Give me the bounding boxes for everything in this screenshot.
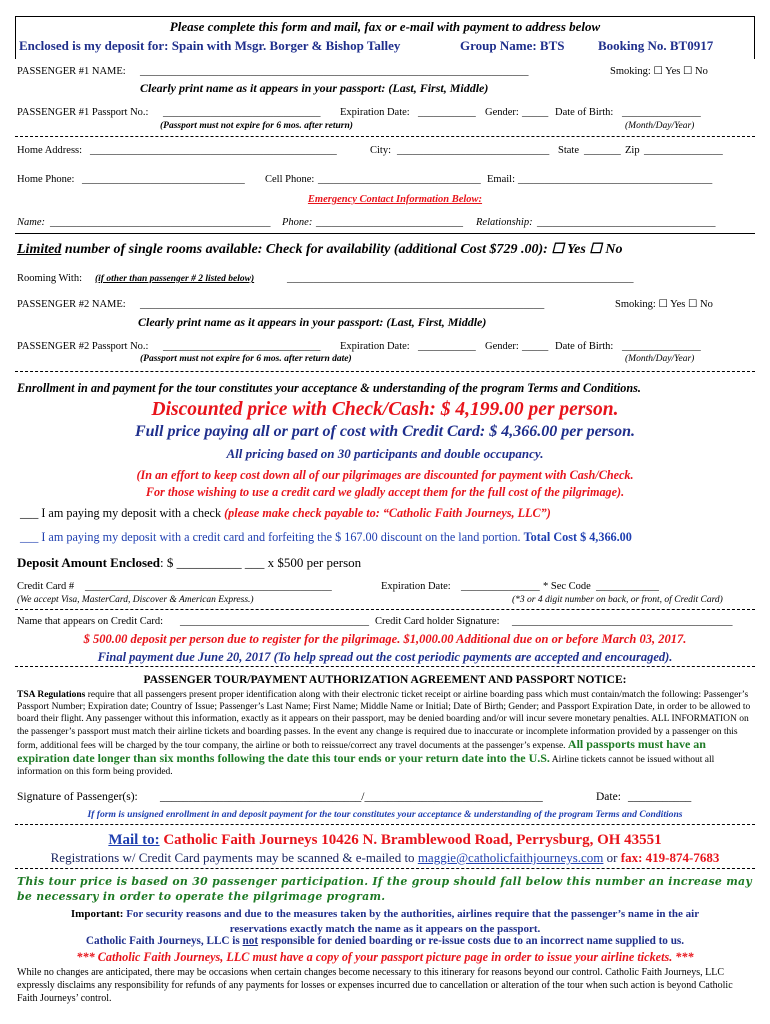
divider — [15, 824, 755, 825]
passenger2-name-label: PASSENGER #2 NAME: — [17, 299, 126, 310]
passenger1-passport-label: PASSENGER #1 Passport No.: — [17, 107, 149, 118]
passenger2-expiration-field[interactable]: ___________ — [418, 341, 476, 352]
passenger1-print-note: Clearly print name as it appears in your passport: (Last, First, Middle) — [140, 81, 489, 95]
accepted-cards-note: (We accept Visa, MasterCard, Discover & American Express.) — [17, 595, 254, 605]
home-phone-label: Home Phone: — [17, 174, 75, 185]
passenger2-dob-label: Date of Birth: — [555, 341, 614, 352]
security-note — [60, 907, 710, 936]
check-payable-note: (please make check payable to: “Catholic Faith Journeys, LLC”) — [224, 506, 551, 520]
email-field[interactable]: _____________________________________ — [518, 174, 713, 185]
signature-date-label: Date: — [596, 791, 621, 803]
name-on-card-field[interactable]: ____________________________________ — [180, 616, 369, 627]
zip-field[interactable]: _______________ — [644, 145, 723, 156]
sec-code-note: (*3 or 4 digit number on back, or front, of Credit Card) — [512, 595, 723, 605]
home-address-field[interactable]: _______________________________________________ — [90, 145, 337, 156]
deposit-amount-label: Deposit Amount Enclosed — [17, 555, 161, 570]
booking-number: Booking No. BT0917 — [598, 38, 714, 53]
credit-card-option-text: ___ I am paying my deposit with a credit card and forfeiting the $ 167.00 discount on the land portion. — [20, 530, 524, 544]
responsibility-not: not — [242, 935, 259, 947]
passenger2-passport-note: (Passport must not expire for 6 mos. after return date) — [140, 354, 352, 364]
credit-card-option[interactable] — [20, 531, 632, 543]
tsa-paragraph — [17, 689, 755, 778]
mail-to-line — [15, 833, 755, 848]
cell-phone-label: Cell Phone: — [265, 174, 315, 185]
security-text: For security reasons and due to the measures taken by the authorities, airlines require that the passenger’s name in the air reservations exactly match the name as it appears on the passport. — [123, 908, 700, 935]
passport-expiration-warning: All passports must have an expiration date longer than six months following the date this tour ends or your return date into the U.S. — [17, 736, 706, 766]
passenger2-print-note: Clearly print name as it appears in your passport: (Last, First, Middle) — [138, 315, 487, 329]
group-name: Group Name: BTS — [460, 38, 565, 53]
passenger1-smoking-checkbox[interactable]: Smoking: ☐ Yes ☐ No — [610, 66, 708, 77]
passenger1-dob-format: (Month/Day/Year) — [625, 121, 695, 131]
agreement-title: PASSENGER TOUR/PAYMENT AUTHORIZATION AGREEMENT AND PASSPORT NOTICE: — [143, 674, 627, 686]
passenger1-expiration-label: Expiration Date: — [340, 107, 410, 118]
fax-number: fax: 419-874-7683 — [620, 850, 720, 865]
divider — [15, 868, 755, 869]
total-cost: Total Cost $ 4,366.00 — [523, 530, 632, 544]
tsa-text: require that all passengers present proper identification along with their electronic ticket receipt or airline boarding pass which must contain/match the following: Passenger’s Passport Number; Expiration date; Country of Issue; Passenger’s Last Name; First Name; Middle Name or Initial; Date of Birth; Gender; and Passport Expiration Date, in order to be allowed to board their flight. Any passenger without this information, exactly as it appears on their passport, may be denied boarding and/or will incur severe monetary penalties. ALL INFORMATION on the passenger’s passport must match their airline tickets and boarding passes. In the event any change is required due to inaccurate or incomplete information provided by a passenger on this form, additional fees will be charged by the tour company, the airline or both to reissue/correct any travel documents at the passenger’s expense. — [17, 690, 751, 751]
emergency-title: Emergency Contact Information Below: — [307, 194, 483, 205]
cell-phone-field[interactable]: _______________________________ — [318, 174, 481, 185]
important-label: Important: — [70, 908, 124, 920]
deposit-amount-field[interactable]: : $ __________ ___ x $500 per person — [160, 555, 362, 570]
form-instruction: Please complete this form and mail, fax or e-mail with payment to address below — [169, 19, 601, 34]
email-label: Email: — [487, 174, 515, 185]
responsibility-pre: Catholic Faith Journeys, LLC is — [85, 935, 243, 947]
passenger2-expiration-label: Expiration Date: — [340, 341, 410, 352]
passenger1-passport-note: (Passport must not expire for 6 mos. after return) — [160, 121, 353, 131]
divider — [15, 371, 755, 372]
itinerary-disclaimer: While no changes are anticipated, there may be occasions when certain changes become necessary to this itinerary for reasons beyond our control. Catholic Faith Journeys, LLC expressly disclaims any responsibility for refunds of any payments for losses or expenses incurred due to cancellation or alteration of the tour when such action is beyond Catholic Faith Journeys’ control. — [17, 967, 733, 1004]
passenger2-gender-field[interactable]: _____ — [522, 341, 549, 352]
name-on-card-label: Name that appears on Credit Card: — [17, 616, 164, 627]
email-link[interactable]: maggie@catholicfaithjourneys.com — [417, 850, 604, 865]
passenger1-dob-label: Date of Birth: — [555, 107, 614, 118]
divider — [15, 666, 755, 667]
enrollment-terms: Enrollment in and payment for the tour constitutes your acceptance & understanding of the program Terms and Conditions. — [17, 381, 641, 395]
single-rooms-text[interactable]: number of single rooms available: Check for availability (additional Cost $729 .00): ☐ Yes ☐ No — [61, 242, 623, 257]
emergency-name-label: Name: — [17, 217, 45, 228]
passenger1-expiration-field[interactable]: ___________ — [418, 107, 476, 118]
credit-card-note: For those wishing to use a credit card we gladly accept them for the full cost of the pilgrimage). — [145, 485, 625, 499]
rooming-with-field[interactable]: __________________________________________________________________ — [287, 273, 634, 284]
card-expiration-field[interactable]: _______________ — [461, 581, 540, 592]
emergency-phone-label: Phone: — [282, 217, 313, 228]
passenger1-gender-field[interactable]: _____ — [522, 107, 549, 118]
discounted-price: Discounted price with Check/Cash: $ 4,199.00 per person. — [151, 399, 619, 420]
credit-card-number-field[interactable]: _______________________________________________ — [85, 581, 332, 592]
card-holder-signature-field[interactable]: __________________________________________ — [512, 616, 733, 627]
zip-label: Zip — [625, 145, 640, 156]
state-label: State — [558, 145, 579, 156]
passport-copy-notice: *** Catholic Faith Journeys, LLC must have a copy of your passport picture page in order to issue your airline tickets. *** — [76, 950, 694, 964]
divider — [15, 136, 755, 137]
unsigned-form-note: If form is unsigned enrollment in and deposit payment for the tour constitutes your acceptance & understanding of the program Terms and Conditions — [87, 809, 683, 820]
passenger1-passport-field[interactable]: ______________________________ — [163, 107, 321, 118]
home-address-label: Home Address: — [17, 145, 83, 156]
credit-card-number-label: Credit Card # — [17, 581, 75, 592]
passenger1-dob-field[interactable]: _______________ — [622, 107, 701, 118]
passenger2-smoking-checkbox[interactable]: Smoking: ☐ Yes ☐ No — [615, 299, 713, 310]
mail-address: Catholic Faith Journeys 10426 N. Bramblewood Road, Perrysburg, OH 43551 — [159, 832, 662, 848]
emergency-relationship-label: Relationship: — [476, 217, 533, 228]
or-text: or — [603, 850, 621, 865]
final-payment-note: Final payment due June 20, 2017 (To help spread out the cost periodic payments are accepted and encouraged). — [97, 650, 673, 664]
airline-tickets-note: Airline tickets cannot be issued without all information on this form being provided. — [17, 755, 715, 778]
passenger1-name-field[interactable]: __________________________________________________________________________ — [140, 66, 529, 77]
limited-word: Limited — [17, 242, 62, 257]
rooming-with-label: Rooming With: — [17, 273, 83, 284]
passenger2-dob-format: (Month/Day/Year) — [625, 354, 695, 364]
deposit-destination: Enclosed is my deposit for: Spain with Msgr. Borger & Bishop Talley — [19, 38, 401, 53]
home-phone-field[interactable]: _______________________________ — [82, 174, 245, 185]
emergency-name-field[interactable]: __________________________________________ — [50, 217, 271, 228]
divider — [15, 233, 755, 234]
passenger-signature-label: Signature of Passenger(s): — [17, 791, 138, 803]
check-option[interactable] — [20, 507, 551, 519]
passenger1-name-label: PASSENGER #1 NAME: — [17, 66, 126, 77]
tsa-label: TSA Regulations — [17, 690, 86, 700]
city-label: City: — [370, 145, 392, 156]
responsibility-post: responsible for denied boarding or re-issue costs due to an incorrect name supplied to us. — [258, 935, 685, 947]
card-holder-signature-label: Credit Card holder Signature: — [375, 616, 500, 627]
passenger2-dob-field[interactable]: _______________ — [622, 341, 701, 352]
registration-text: Registrations w/ Credit Card payments may be scanned & e-mailed to — [50, 850, 418, 865]
passenger1-gender-label: Gender: — [485, 107, 519, 118]
rooming-with-note: (if other than passenger # 2 listed below) — [95, 274, 255, 284]
check-option-text: ___ I am paying my deposit with a check — [20, 506, 225, 520]
single-rooms-line — [17, 243, 622, 257]
divider — [15, 609, 755, 610]
passenger2-name-field[interactable]: _____________________________________________________________________________ — [140, 299, 545, 310]
passenger-signature-field[interactable]: ___________________________________/_______________________________ — [160, 791, 543, 803]
signature-date-field[interactable]: ___________ — [628, 791, 692, 803]
sec-code-label: * Sec Code — [543, 581, 591, 592]
city-field[interactable]: _____________________________ — [397, 145, 550, 156]
pricing-basis: All pricing based on 30 participants and double occupancy. — [226, 446, 544, 461]
full-price: Full price paying all or part of cost with Credit Card: $ 4,366.00 per person. — [134, 423, 636, 440]
emergency-relationship-field[interactable]: __________________________________ — [537, 217, 716, 228]
mail-to-label: Mail to: — [108, 832, 160, 848]
sec-code-field[interactable]: ____________ — [596, 581, 659, 592]
state-field[interactable]: _______ — [584, 145, 621, 156]
emergency-phone-field[interactable]: ____________________________ — [316, 217, 463, 228]
discount-effort-note: (In an effort to keep cost down all of our pilgrimages are discounted for payment with Cash/Check. — [136, 468, 634, 482]
registration-line — [15, 851, 755, 864]
passenger2-gender-label: Gender: — [485, 341, 519, 352]
card-expiration-label: Expiration Date: — [381, 581, 451, 592]
deposit-amount-line[interactable] — [17, 556, 361, 569]
passenger2-passport-label: PASSENGER #2 Passport No.: — [17, 341, 149, 352]
tour-price-note: This tour price is based on 30 passenger participation. If the group should fall below this number an increase may be necessary in order to operate the pilgrimage program. — [17, 875, 753, 903]
deposit-due-note: $ 500.00 deposit per person due to register for the pilgrimage. $1,000.00 Additional due on or before March 03, 2017. — [83, 632, 687, 646]
passenger2-passport-field[interactable]: ______________________________ — [163, 341, 321, 352]
responsibility-note — [15, 936, 755, 947]
